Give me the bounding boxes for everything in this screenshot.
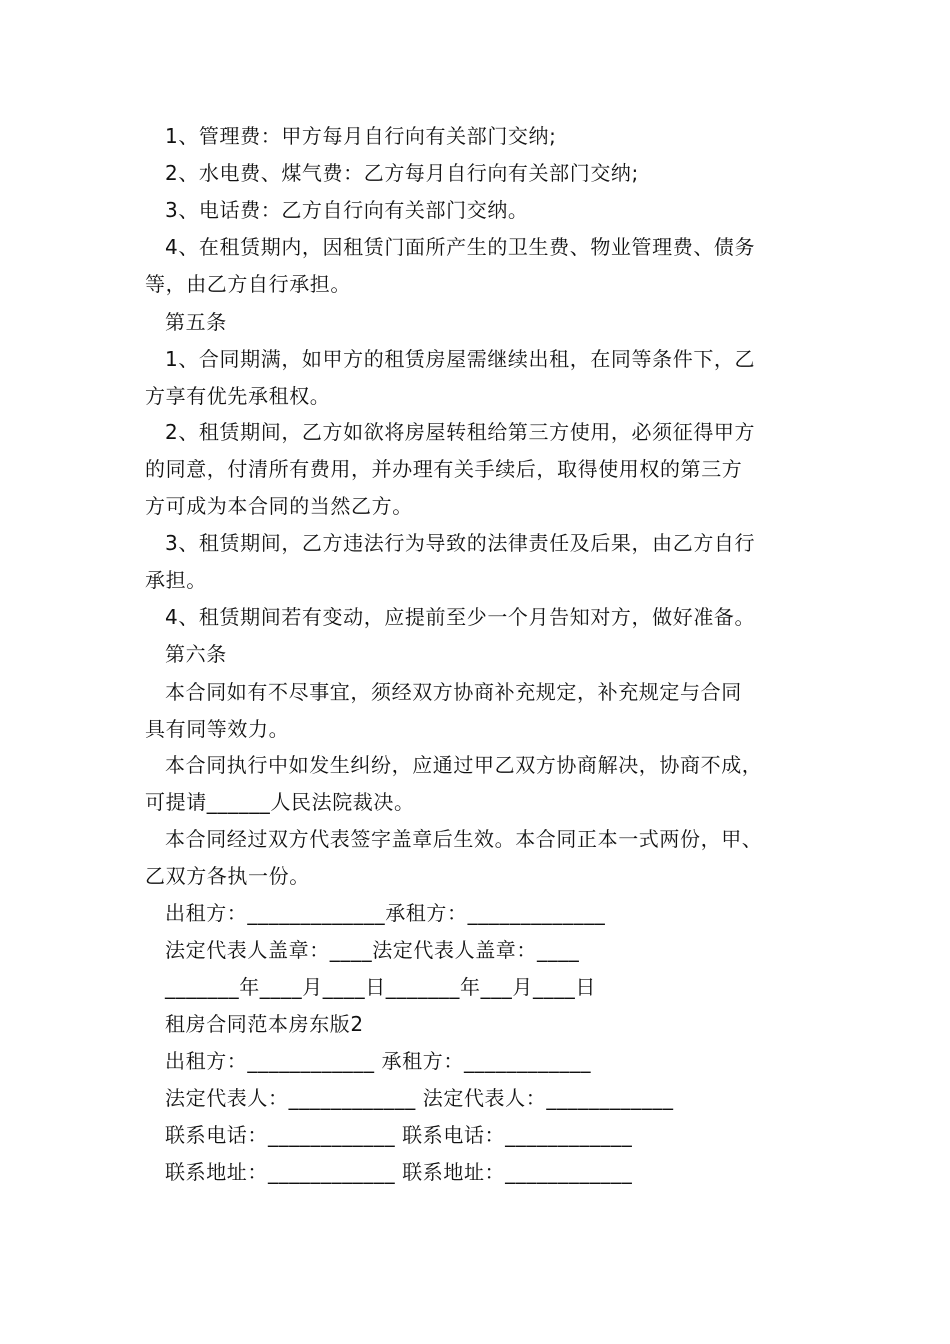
- text-line: 本合同经过双方代表签字盖章后生效。本合同正本一式两份，甲、: [165, 827, 763, 851]
- text-line: 等，由乙方自行承担。: [145, 272, 351, 296]
- text-line: 本合同执行中如发生纠纷，应通过甲乙双方协商解决，协商不成，: [165, 753, 763, 777]
- document-title: 租房合同范本房东版2: [165, 1012, 364, 1036]
- text-line: 本合同如有不尽事宜，须经双方协商补充规定，补充规定与合同: [165, 680, 742, 704]
- signature-line: 出租方：_____________承租方：_____________: [165, 901, 606, 925]
- signature-line: 法定代表人盖章：____法定代表人盖章：____: [165, 938, 580, 962]
- signature-line: 法定代表人：____________ 法定代表人：____________: [165, 1086, 674, 1110]
- contact-line: 联系地址：____________ 联系地址：____________: [165, 1160, 633, 1184]
- date-line: _______年____月____日_______年___月____日: [165, 975, 596, 999]
- text-line: 1、合同期满，如甲方的租赁房屋需继续出租，在同等条件下，乙: [165, 347, 756, 371]
- text-line: 承担。: [145, 568, 207, 592]
- text-line: 方可成为本合同的当然乙方。: [145, 494, 413, 518]
- section-heading: 第六条: [165, 642, 227, 666]
- signature-line: 出租方：____________ 承租方：____________: [165, 1049, 592, 1073]
- text-line: 具有同等效力。: [145, 717, 290, 741]
- text-line: 4、租赁期间若有变动，应提前至少一个月告知对方，做好准备。: [165, 605, 756, 629]
- text-line: 2、水电费、煤气费：乙方每月自行向有关部门交纳;: [165, 161, 639, 185]
- text-line: 方享有优先承租权。: [145, 384, 331, 408]
- text-line: 乙双方各执一份。: [145, 864, 310, 888]
- text-line: 2、租赁期间，乙方如欲将房屋转租给第三方使用，必须征得甲方: [165, 420, 756, 444]
- text-line: 1、管理费：甲方每月自行向有关部门交纳;: [165, 124, 557, 148]
- text-line: 可提请______人民法院裁决。: [145, 790, 415, 814]
- text-line: 3、租赁期间，乙方违法行为导致的法律责任及后果，由乙方自行: [165, 531, 756, 555]
- text-line: 的同意，付清所有费用，并办理有关手续后，取得使用权的第三方: [145, 457, 743, 481]
- section-heading: 第五条: [165, 310, 227, 334]
- contact-line: 联系电话：____________ 联系电话：____________: [165, 1123, 633, 1147]
- text-line: 4、在租赁期内，因租赁门面所产生的卫生费、物业管理费、债务: [165, 235, 756, 259]
- text-line: 3、电话费：乙方自行向有关部门交纳。: [165, 198, 529, 222]
